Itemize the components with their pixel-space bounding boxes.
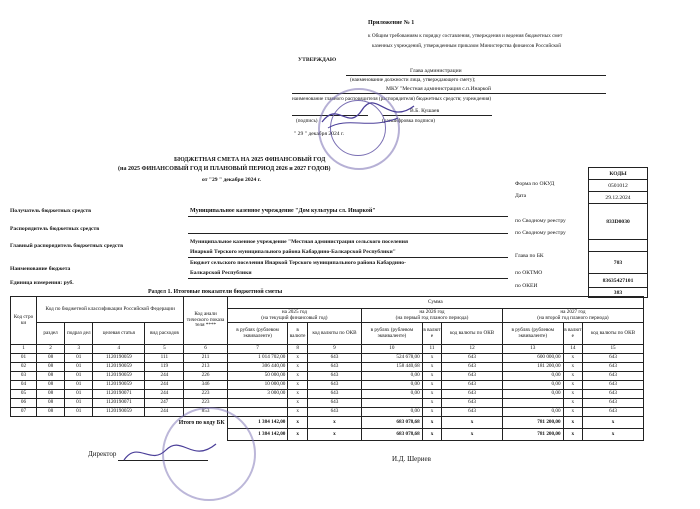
h-okv-2026: код валюты по ОКВ: [442, 323, 503, 345]
table-cell: 02: [11, 363, 37, 372]
total-2025: 1 384 142,00: [227, 429, 288, 441]
table-cell: 643: [583, 354, 644, 363]
table-cell: [502, 399, 563, 408]
table-cell: [362, 399, 423, 408]
bk-value: 703: [589, 252, 648, 274]
table-cell: x: [422, 390, 442, 399]
recipient-line: [188, 216, 508, 217]
colnum: 2: [37, 345, 65, 354]
table-cell: 0,00: [362, 372, 423, 381]
table-row: [11, 354, 644, 363]
colnum: 9: [307, 345, 361, 354]
date-label: Дата: [515, 193, 527, 199]
approve-position: Глава администрации: [410, 68, 462, 74]
colnum: 15: [583, 345, 644, 354]
table-cell: x: [422, 408, 442, 417]
main-manager-line: [188, 257, 508, 258]
total-cell: x: [442, 429, 503, 441]
table-cell: 01: [65, 390, 93, 399]
table-cell: 1120190059: [93, 408, 145, 417]
director-label: Директор: [88, 450, 117, 458]
h-y2026: на 2026 год: [419, 309, 445, 316]
table-cell: 01: [65, 372, 93, 381]
codes-header: КОДЫ: [589, 168, 648, 180]
table-cell: 06: [11, 399, 37, 408]
h-article: целевая статья: [93, 323, 145, 345]
table-cell: 1120190059: [93, 363, 145, 372]
table-cell: 01: [65, 354, 93, 363]
table-cell: 0,00: [502, 381, 563, 390]
colnum: 1: [11, 345, 37, 354]
table-cell: 07: [11, 408, 37, 417]
table-cell: x: [563, 408, 583, 417]
table-cell: 244: [145, 408, 184, 417]
table-row: [11, 399, 644, 408]
table-cell: 08: [37, 390, 65, 399]
table-cell: 244: [145, 390, 184, 399]
h-y2025: на 2025 год: [281, 309, 307, 316]
appendix-line-1: к Общим требованиям к порядку составления, утверждения и ведения бюджетных смет: [368, 33, 563, 39]
okei-label: по ОКЕИ: [515, 283, 538, 289]
table-cell: 1120190059: [93, 372, 145, 381]
table-cell: 0,00: [362, 390, 423, 399]
table-cell: x: [422, 372, 442, 381]
approve-heading: УТВЕРЖДАЮ: [298, 57, 337, 63]
table-cell: 1120190059: [93, 354, 145, 363]
estimate-table: [10, 296, 644, 441]
h-analytic: Код анали тического показа теля ****: [184, 297, 227, 345]
table-cell: 1120190059: [93, 381, 145, 390]
table-cell: 01: [65, 363, 93, 372]
decode-caption: (расшифровка подписи): [382, 118, 435, 124]
h-row-code: Код стро ки: [11, 297, 37, 345]
appendix-line-2: казенных учреждений, утвержденным приказом Министерства финансов Российской: [372, 43, 562, 49]
h-exp: вид расходов: [145, 323, 184, 345]
approve-org: МКУ "Местная администрация с.п.Инаркой: [386, 86, 492, 92]
table-cell: 244: [145, 381, 184, 390]
table-cell: 0,00: [362, 381, 423, 390]
h-y2025-sub: (на текущий финансовый год): [261, 314, 328, 321]
h-section: раздел: [37, 323, 65, 345]
h-okv-2025: код валюты по ОКВ: [307, 323, 361, 345]
table-cell: 01: [11, 354, 37, 363]
reg1-label: по Сводному реестру: [515, 218, 566, 224]
table-cell: 524 678,00: [362, 354, 423, 363]
budget-label: Наименование бюджета: [10, 266, 71, 272]
table-cell: 643: [442, 363, 503, 372]
table-cell: 643: [307, 399, 361, 408]
table-cell: 01: [65, 408, 93, 417]
oktmo-label: по ОКТМО: [515, 270, 543, 276]
colnum: 11: [422, 345, 442, 354]
colnum: 6: [184, 345, 227, 354]
total-cell: x: [563, 429, 583, 441]
table-cell: 1 014 702,00: [227, 354, 288, 363]
date-value: 29.12.2024: [589, 192, 648, 204]
table-cell: 600 000,00: [502, 354, 563, 363]
okei-value: 383: [589, 288, 648, 298]
table-cell: 08: [37, 363, 65, 372]
colnum: 5: [145, 345, 184, 354]
table-cell: 0,00: [502, 408, 563, 417]
reg2-label: по Сводному реестру: [515, 230, 566, 236]
h-rub-2025: в рублях (рублевом эквиваленте): [227, 323, 288, 345]
colnum: 4: [93, 345, 145, 354]
signature-approve: [318, 96, 418, 136]
table-row: [11, 390, 644, 399]
h-okv-2027: код валюты по ОКВ: [583, 323, 644, 345]
table-cell: x: [563, 372, 583, 381]
signature-director: [120, 438, 220, 468]
budget-1: Бюджет сельского поселения Инаркой Терского муниципального района Кабардино-: [190, 260, 406, 266]
table-cell: 226: [184, 372, 227, 381]
table-cell: 643: [583, 399, 644, 408]
oktmo-value: 83635427101: [589, 274, 648, 288]
table-cell: 211: [184, 354, 227, 363]
director-name: И.Д. Шериев: [392, 455, 431, 463]
h-cur-2027: в валют е: [563, 323, 583, 345]
table-cell: x: [288, 381, 308, 390]
table-cell: 08: [37, 354, 65, 363]
colnum: 7: [227, 345, 288, 354]
total-cell: x: [422, 429, 442, 441]
h-subsection: подраз дел: [65, 323, 93, 345]
okud-label: Форма по ОКУД: [515, 181, 555, 187]
table-cell: 181 200,00: [502, 363, 563, 372]
h-y2026-sub: (на первый год планого периода): [395, 314, 469, 321]
table-cell: 643: [307, 390, 361, 399]
table-cell: 158 440,68: [362, 363, 423, 372]
table-cell: x: [288, 372, 308, 381]
table-cell: x: [563, 363, 583, 372]
table-cell: 643: [583, 363, 644, 372]
table-cell: 08: [37, 408, 65, 417]
table-cell: 05: [11, 390, 37, 399]
table-cell: x: [288, 390, 308, 399]
doc-title-2: (на 2025 ФИНАНСОВЫЙ ГОД И ПЛАНОВЫЙ ПЕРИОД 2026 и 2027 ГОДОВ): [118, 166, 331, 172]
h-rub-2026: в рублях (рублевом эквиваленте): [362, 323, 423, 345]
h-rub-2027: в рублях (рублевом эквиваленте): [502, 323, 563, 345]
table-cell: 50 000,00: [227, 372, 288, 381]
table-cell: 08: [37, 399, 65, 408]
table-cell: x: [288, 408, 308, 417]
colnum: 13: [502, 345, 563, 354]
table-cell: 08: [37, 372, 65, 381]
table-cell: x: [563, 354, 583, 363]
table-cell: 213: [184, 363, 227, 372]
table-cell: 853: [184, 408, 227, 417]
colnum: 12: [442, 345, 503, 354]
main-manager-1: Муниципальное казенное учреждение "Местная администрация сельского поселения: [190, 239, 409, 245]
total-kbk-cell: x: [563, 417, 583, 429]
total-kbk-cell: x: [442, 417, 503, 429]
total-2027: 781 200,00: [502, 429, 563, 441]
h-y2027: на 2027 год: [560, 309, 586, 316]
position-caption: (наименование должности лица, утверждающего смету);: [350, 77, 476, 83]
h-class: Код по бюджетной классификации Российской Федерации: [37, 297, 184, 323]
table-row: [11, 408, 644, 417]
table-cell: x: [563, 390, 583, 399]
reg1-value: 833D0030: [589, 204, 648, 240]
table-cell: 643: [307, 363, 361, 372]
colnum: 8: [288, 345, 308, 354]
colnum: 3: [65, 345, 93, 354]
total-kbk-2026: 683 078,68: [362, 417, 423, 429]
recipient-value: Муниципальное казенное учреждение "Дом культуры сл. Инаркой": [190, 208, 376, 214]
total-kbk-cell: x: [307, 417, 361, 429]
main-manager-label: Главный распорядитель бюджетных средств: [10, 243, 124, 249]
total-cell: x: [288, 429, 308, 441]
budget-2: Балкарской Республики: [190, 270, 252, 276]
table-cell: 643: [307, 372, 361, 381]
position-line: [346, 75, 606, 76]
table-cell: 10 000,00: [227, 381, 288, 390]
table-cell: 223: [184, 399, 227, 408]
approve-signer: В.Б. Кушаев: [410, 108, 440, 114]
table-cell: 01: [65, 381, 93, 390]
table-cell: 0,00: [362, 408, 423, 417]
table-cell: 01: [65, 399, 93, 408]
codes-table: [588, 167, 648, 298]
table-cell: 306 440,00: [227, 363, 288, 372]
table-cell: 643: [442, 399, 503, 408]
h-sum: Сумма: [227, 297, 643, 309]
table-cell: x: [422, 354, 442, 363]
approve-date: " 29 " декабря 2024 г.: [294, 131, 345, 137]
total-kbk-cell: x: [583, 417, 644, 429]
table-cell: x: [422, 363, 442, 372]
total-kbk-2025: 1 384 142,00: [227, 417, 288, 429]
table-cell: 04: [11, 381, 37, 390]
total-kbk-2027: 781 200,00: [502, 417, 563, 429]
table-cell: 1120190071: [93, 399, 145, 408]
table-cell: 119: [145, 363, 184, 372]
section-title: Раздел 1. Итоговые показатели бюджетной сметы: [148, 289, 283, 295]
table-cell: 0,00: [502, 372, 563, 381]
org-caption: наименование главного распорядителя (распорядителя) бюджетных средств; учреждения): [292, 96, 492, 102]
table-cell: x: [563, 399, 583, 408]
recipient-label: Получатель бюджетных средств: [10, 208, 92, 214]
okud-value: 0501012: [589, 180, 648, 192]
table-cell: 0,00: [502, 390, 563, 399]
h-y2027-sub: (на второй год планого периода): [537, 314, 609, 321]
table-cell: x: [422, 381, 442, 390]
table-cell: 643: [583, 408, 644, 417]
table-cell: 643: [307, 408, 361, 417]
table-row: [11, 363, 644, 372]
doc-title-1: БЮДЖЕТНАЯ СМЕТА НА 2025 ФИНАНСОВЫЙ ГОД: [174, 157, 326, 163]
total-cell: x: [583, 429, 644, 441]
total-kbk-cell: x: [288, 417, 308, 429]
table-cell: x: [288, 399, 308, 408]
table-cell: 03: [11, 372, 37, 381]
table-cell: 1120190071: [93, 390, 145, 399]
bk-label: Глава по БК: [515, 253, 544, 259]
table-cell: 08: [37, 381, 65, 390]
colnum: 10: [362, 345, 423, 354]
table-cell: 643: [307, 354, 361, 363]
appendix-title: Приложение № 1: [368, 20, 415, 26]
sign-caption: (подпись): [296, 118, 318, 124]
table-cell: 643: [442, 354, 503, 363]
table-cell: 346: [184, 381, 227, 390]
table-cell: x: [288, 363, 308, 372]
total-2026: 683 078,68: [362, 429, 423, 441]
table-row: [11, 381, 644, 390]
manager-line: [188, 233, 508, 234]
reg2-value: [589, 240, 648, 252]
unit-label: Единица измерения: руб.: [10, 280, 74, 286]
manager-label: Распорядитель бюджетных средств: [10, 226, 100, 232]
h-cur-2025: в валюте: [288, 323, 308, 345]
table-cell: 223: [184, 390, 227, 399]
table-cell: x: [422, 399, 442, 408]
table-row: [11, 372, 644, 381]
table-cell: 643: [442, 390, 503, 399]
table-cell: [227, 399, 288, 408]
table-cell: 244: [145, 372, 184, 381]
budget-line: [188, 278, 508, 279]
table-cell: 643: [583, 390, 644, 399]
colnum: 14: [563, 345, 583, 354]
table-cell: x: [288, 354, 308, 363]
main-manager-2: Инаркой Терского муниципального района Кабардино-Балкарской Республики": [190, 249, 396, 255]
table-cell: 247: [145, 399, 184, 408]
doc-date: от "29 " декабря 2024 г.: [202, 177, 261, 183]
total-cell: x: [307, 429, 361, 441]
table-cell: 3 000,00: [227, 390, 288, 399]
table-cell: 643: [442, 381, 503, 390]
total-kbk-label: Итого по коду БК: [178, 419, 225, 426]
table-cell: 643: [583, 381, 644, 390]
table-cell: 643: [442, 408, 503, 417]
table-cell: 643: [583, 372, 644, 381]
table-cell: x: [563, 381, 583, 390]
h-cur-2026: в валют е: [422, 323, 442, 345]
table-cell: 643: [442, 372, 503, 381]
total-kbk-cell: x: [422, 417, 442, 429]
table-cell: 111: [145, 354, 184, 363]
table-cell: 643: [307, 381, 361, 390]
